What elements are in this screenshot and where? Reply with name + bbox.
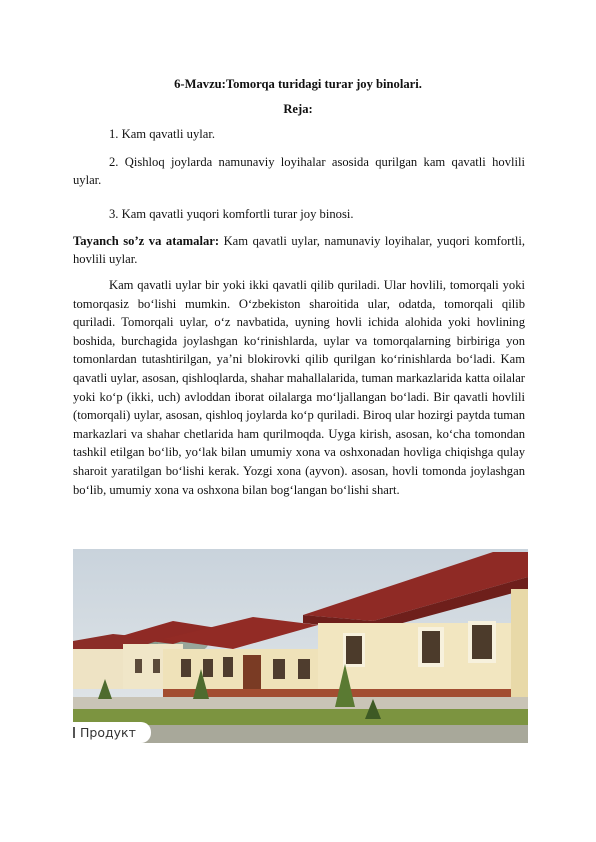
product-badge: Продукт	[73, 722, 151, 743]
plan-item-2: 2. Qishloq joylarda namunaviy loyihalar asosida qurilgan kam qavatli hovlili uylar.	[73, 155, 525, 187]
houses-photo	[73, 549, 528, 743]
plan-item-3: 3. Kam qavatli yuqori komfortli turar joy binosi.	[109, 207, 354, 221]
keywords-paragraph	[73, 233, 525, 268]
keywords-label: Tayanch so’z va atamalar:	[73, 234, 220, 248]
houses-photo-illustration	[73, 549, 528, 743]
plan-heading: Reja:	[283, 102, 313, 116]
document-title: 6-Mavzu:Tomorqa turidagi turar joy binolari.	[174, 77, 422, 91]
plan-item-1: 1. Kam qavatli uylar.	[109, 127, 215, 141]
keywords-text: Kam qavatli uylar, namunaviy loyihalar, yuqori komfortli, hovlili uylar.	[73, 234, 525, 266]
body-paragraph: Kam qavatli uylar bir yoki ikki qavatli qilib quriladi. Ular hovlili, tomorqali yoki tomorqasiz bo‘lishi mumkin. O‘zbekiston sharoitida ular, odatda, tomorqali qilib quriladi. Tomorqali uylar, o‘z navbatida, uyning hovli ichida alohida yoki hovlining boshida, burchagida joylashgan ko‘rinishlarda, uylar va tomorqalarning birbiriga yon tomonlardan tutashtirilgan, ya’ni blokirovki qilib qurilgan ko‘rinishlarda bo‘ladi. Kam qavatli uylar, asosan, qishloqlarda, shahar mahallalarida, tuman markazlarida katta oilalar yoki ko‘p (ikki, uch) avloddan iborat oilalarga mo‘ljallangan bo‘ladi. Bir qavatli hovlili (tomorqali) uylar, asosan, qishloq joylarda ko‘p quriladi. Biroq ular hozirgi paytda tuman markazlari va shahar chetlarida ham qurilmoqda. Uyga kirish, asosan, ko‘cha tomondan tashkil etilgan bo‘lib, yo‘lak bilan umumiy xona va oshxonadan hovliga chiqishga qulay sharoit yaratilgan bo‘lishi kerak. Yozgi xona (ayvon). asosan, hovli tomonda joylashgan bo‘lib, umumiy xona va oshxona bilan bog‘langan bo‘lishi shart.	[73, 278, 525, 497]
